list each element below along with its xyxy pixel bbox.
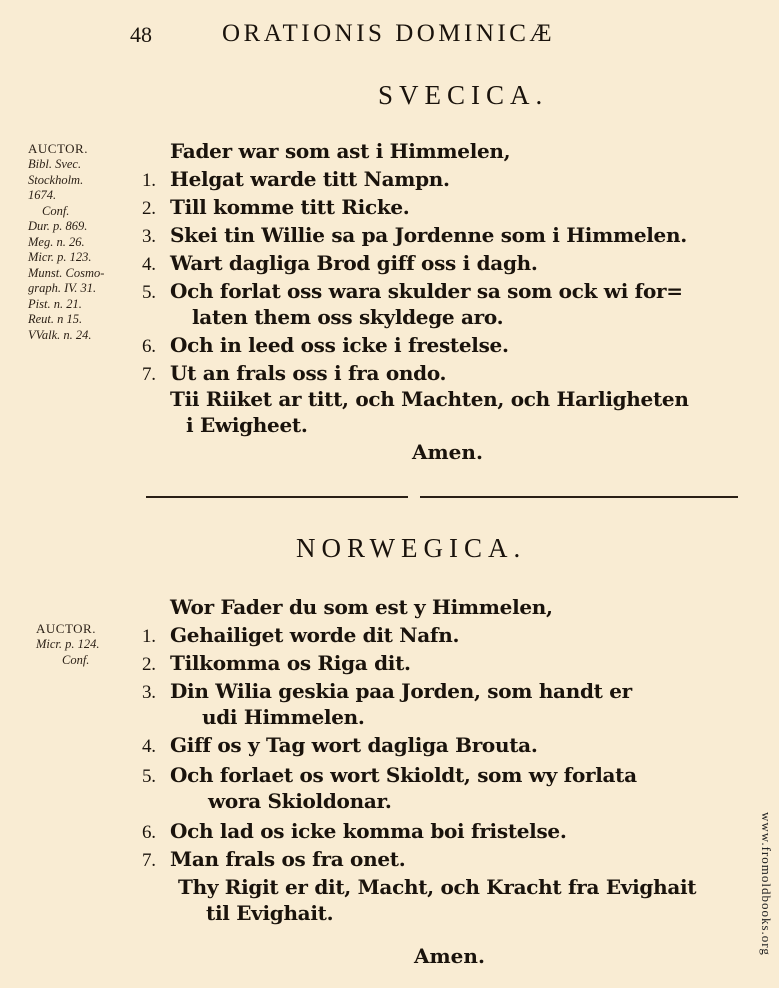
prayer-line — [142, 412, 308, 438]
prayer-line — [142, 704, 365, 730]
auctor-notes-norwegica — [36, 621, 136, 668]
prayer-line — [142, 360, 446, 386]
prayer-line — [142, 788, 392, 814]
amen-svecica: Amen. — [412, 440, 483, 464]
watermark: www.fromoldbooks.org — [759, 812, 774, 956]
verse-text: til Evighait. — [206, 901, 334, 925]
auctor-line: Reut. n 15. — [28, 312, 83, 326]
prayer-line — [142, 304, 503, 330]
prayer-line — [142, 762, 637, 788]
auctor-line: Micr. p. 124. — [36, 637, 100, 651]
prayer-line — [142, 250, 538, 276]
section-divider — [146, 496, 408, 498]
verse-number: 3. — [142, 682, 156, 703]
auctor-line: Micr. p. 123. — [28, 250, 92, 264]
verse-text: wora Skioldonar. — [208, 789, 392, 813]
verse-text: laten them oss skyldege aro. — [192, 305, 504, 329]
verse-text: Och forlaet os wort Skioldt, som wy forlata — [170, 763, 637, 787]
verse-number: 4. — [142, 736, 156, 757]
auctor-line: Meg. n. 26. — [28, 234, 85, 249]
auctor-line: Conf. — [42, 203, 70, 218]
verse-number: 6. — [142, 336, 156, 357]
verse-text: Och in leed oss icke i frestelse. — [170, 333, 509, 357]
running-head — [0, 18, 779, 52]
verse-text: Tii Riiket ar titt, och Machten, och Harligheten — [170, 387, 689, 411]
verse-text: Ut an frals oss i fra ondo. — [170, 361, 447, 385]
verse-number: 7. — [142, 850, 156, 871]
prayer-line — [142, 874, 696, 900]
verse-number: 7. — [142, 364, 156, 385]
amen-norwegica: Amen. — [414, 944, 485, 968]
verse-number: 4. — [142, 254, 156, 275]
prayer-text-svecica — [142, 138, 752, 468]
section-divider — [420, 496, 738, 498]
auctor-line: Pist. n. 21. — [28, 296, 82, 311]
verse-text: udi Himmelen. — [202, 705, 365, 729]
prayer-line — [142, 650, 411, 676]
auctor-line: Conf. — [62, 652, 90, 667]
prayer-text-norwegica — [142, 594, 752, 974]
prayer-line — [142, 622, 459, 648]
auctor-line: graph. IV. 31. — [28, 281, 97, 295]
verse-text: Och forlat oss wara skulder sa som ock wi for= — [170, 279, 683, 303]
auctor-line: Stockholm. — [28, 172, 84, 187]
verse-number: 3. — [142, 226, 156, 247]
verse-text: Skei tin Willie sa pa Jordenne som i Himmelen. — [170, 223, 687, 247]
verse-text: Och lad os icke komma boi fristelse. — [170, 819, 567, 843]
prayer-line — [142, 222, 687, 248]
verse-number: 1. — [142, 170, 156, 191]
prayer-line — [142, 194, 409, 220]
verse-text: i Ewigheet. — [186, 413, 308, 437]
verse-number: 1. — [142, 626, 156, 647]
prayer-line — [142, 166, 450, 192]
verse-text: Till komme titt Ricke. — [170, 195, 410, 219]
prayer-line — [142, 138, 510, 164]
verse-text: Wor Fader du som est y Himmelen, — [170, 595, 553, 619]
prayer-line — [142, 846, 405, 872]
verse-text: Tilkomma os Riga dit. — [170, 651, 411, 675]
auctor-line: 1674. — [28, 188, 57, 202]
auctor-line: Munst. Cosmo- — [28, 265, 105, 280]
verse-text: Fader war som ast i Himmelen, — [170, 139, 511, 163]
section-title-norwegica: NORWEGICA. — [296, 533, 527, 563]
verse-text: Giff os y Tag wort dagliga Brouta. — [170, 733, 538, 757]
verse-number: 2. — [142, 198, 156, 219]
running-head-title: ORATIONIS DOMINICÆ — [222, 20, 556, 47]
verse-text: Gehailiget worde dit Nafn. — [170, 623, 460, 647]
prayer-line — [142, 386, 689, 412]
verse-number: 6. — [142, 822, 156, 843]
verse-text: Din Wilia geskia paa Jorden, som handt er — [170, 679, 632, 703]
auctor-line: Bibl. Svec. — [28, 157, 82, 171]
verse-number: 5. — [142, 766, 156, 787]
verse-text: Helgat warde titt Nampn. — [170, 167, 450, 191]
verse-number: 2. — [142, 654, 156, 675]
auctor-line: VValk. n. 24. — [28, 327, 92, 342]
auctor-label: AUCTOR. — [36, 621, 96, 636]
prayer-line — [142, 678, 632, 704]
verse-text: Wart dagliga Brod giff oss i dagh. — [170, 251, 538, 275]
verse-number: 5. — [142, 282, 156, 303]
verse-text: Thy Rigit er dit, Macht, och Kracht fra Evighait — [178, 875, 697, 899]
prayer-line — [142, 594, 553, 620]
prayer-line — [142, 732, 537, 758]
auctor-label: AUCTOR. — [28, 141, 88, 156]
page-number: 48 — [130, 22, 152, 47]
auctor-notes-svecica — [28, 141, 140, 343]
prayer-line — [142, 332, 509, 358]
prayer-line — [142, 278, 683, 304]
verse-text: Man frals os fra onet. — [170, 847, 406, 871]
auctor-line: Dur. p. 869. — [28, 219, 88, 233]
prayer-line — [142, 900, 333, 926]
prayer-line — [142, 818, 567, 844]
section-title-svecica: SVECICA. — [378, 80, 549, 110]
